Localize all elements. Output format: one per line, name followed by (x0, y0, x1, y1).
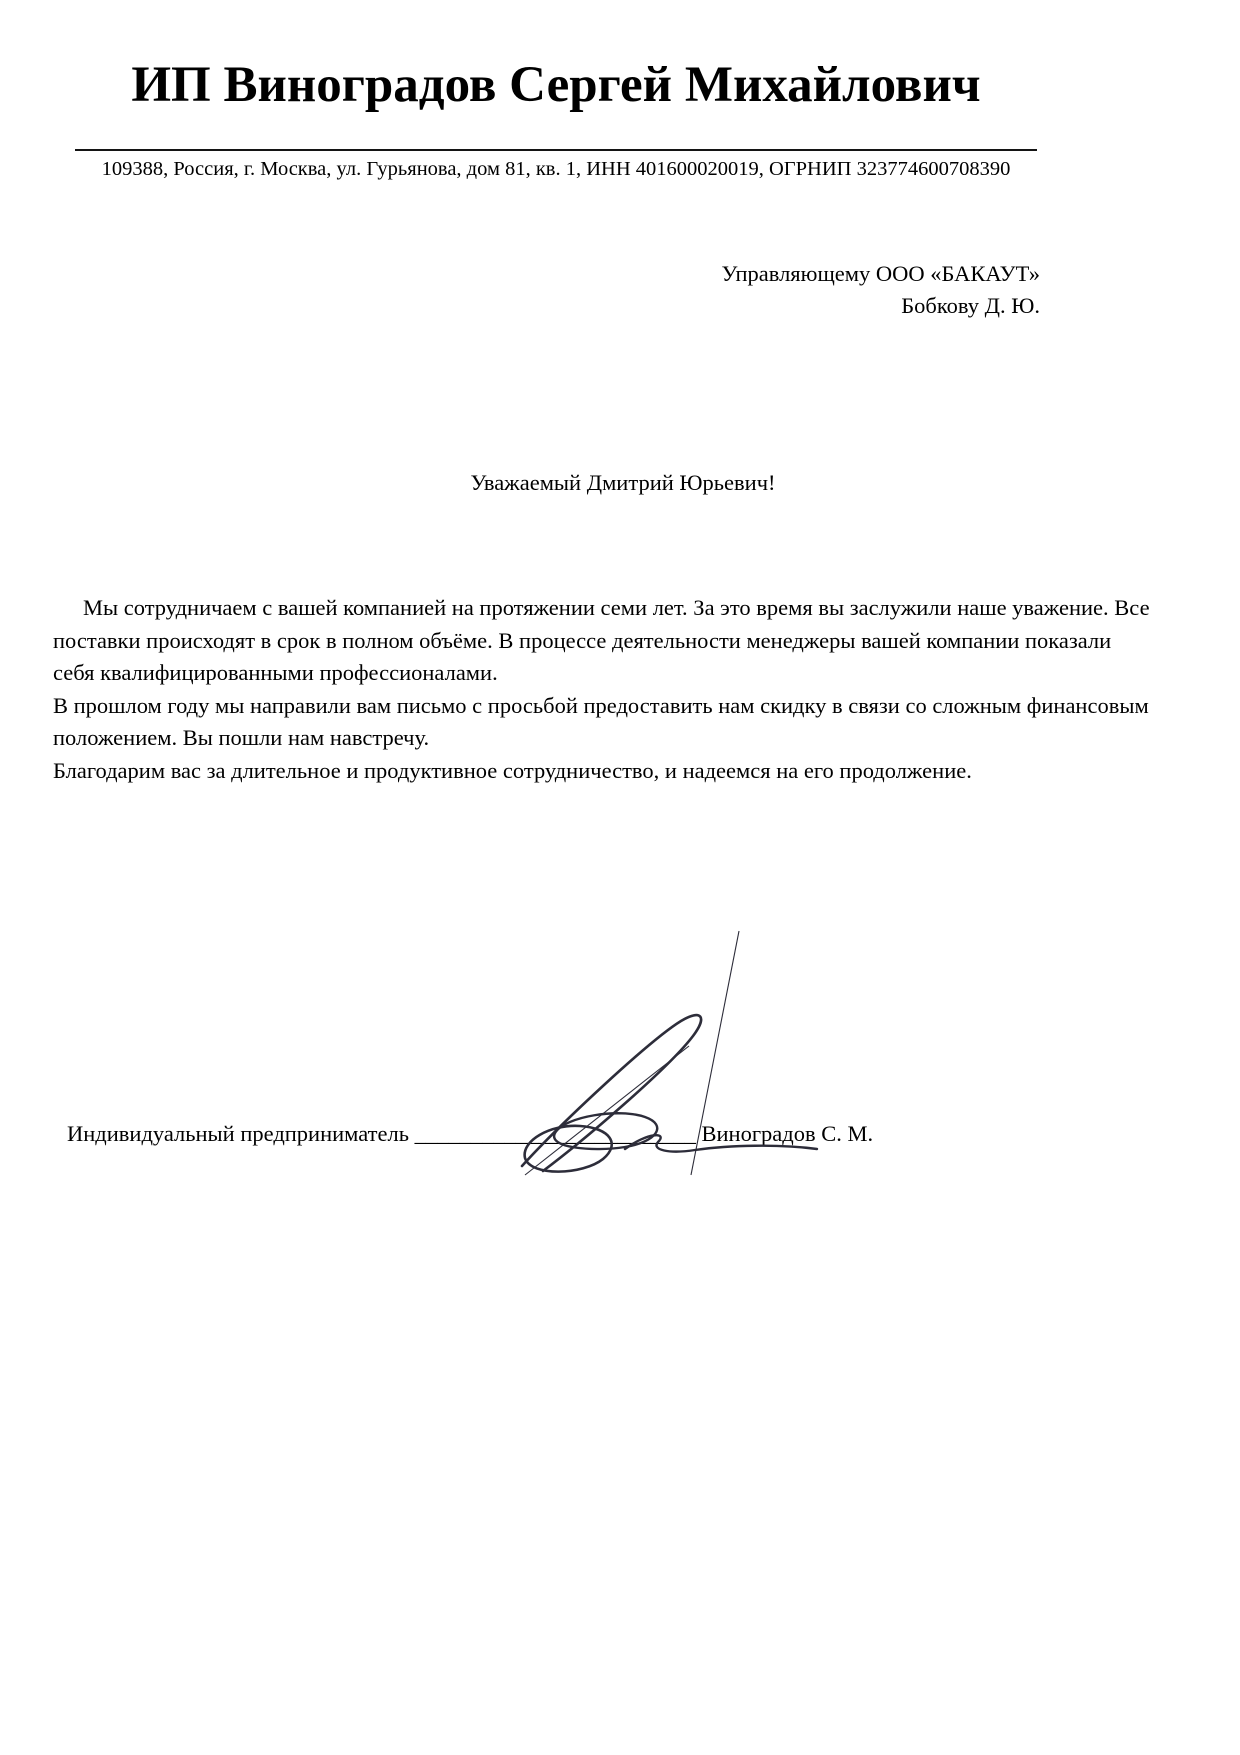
company-title: ИП Виноградов Сергей Михайлович (75, 55, 1037, 151)
paragraph: Благодарим вас за длительное и продуктивное сотрудничество, и надеемся на его продолжение. (53, 757, 972, 783)
recipient-block (722, 258, 1040, 322)
recipient-position: Управляющему ООО «БАКАУТ» (721, 261, 1040, 286)
letterhead (75, 55, 1037, 181)
recipient-name: Бобкову Д. Ю. (901, 293, 1040, 318)
company-details-line: 109388, Россия, г. Москва, ул. Гурьянова, дом 81, кв. 1, ИНН 401600020019, ОГРНИП 323774600708390 (101, 158, 1011, 180)
signer-name: Виноградов С. М. (701, 1121, 874, 1146)
signature-blank-line: _________________________ (414, 1121, 696, 1146)
paragraph: В прошлом году мы направили вам письмо с просьбой предоставить нам скидку в связи со сложным финансовым положением. Вы пошли нам навстречу. (53, 692, 1149, 750)
salutation: Уважаемый Дмитрий Юрьевич! (470, 470, 776, 495)
signature-row (67, 1118, 873, 1150)
letter-body (53, 592, 1158, 787)
signer-role-label: Индивидуальный предприниматель (67, 1121, 409, 1146)
paragraph: Мы сотрудничаем с вашей компанией на протяжении семи лет. За это время вы заслужили наше уважение. Все поставки происходят в срок в полном объёме. В процессе деятельности менеджеры вашей компании показали себя квалифицированными профессионалами. (53, 595, 1150, 685)
